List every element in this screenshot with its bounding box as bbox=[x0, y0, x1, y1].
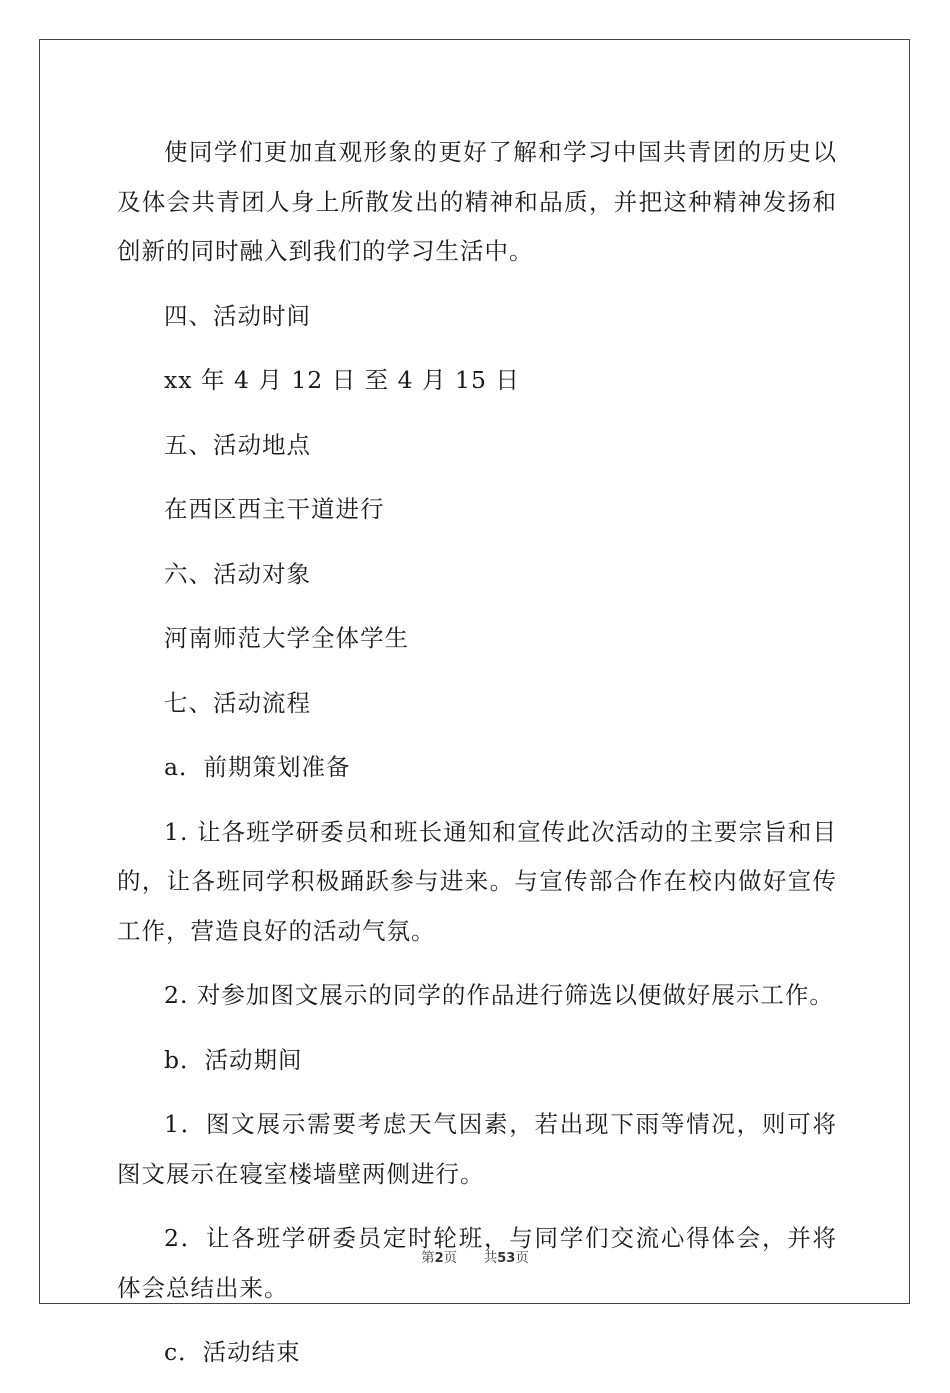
paragraph-intro: 使同学们更加直观形象的更好了解和学习中国共青团的历史以及体会共青团人身上所散发出的精神和品质，并把这种精神发扬和创新的同时融入到我们的学习生活中。 bbox=[117, 138, 837, 265]
subheading-preparation: a．前期策划准备 bbox=[164, 753, 351, 781]
heading-activity-time: 四、活动时间 bbox=[164, 301, 311, 330]
subheading-during: b．活动期间 bbox=[164, 1045, 303, 1074]
activity-time-value: xx 年 4 月 12 日 至 4 月 15 日 bbox=[164, 366, 520, 394]
page-footer bbox=[0, 1246, 950, 1266]
footer-total-prefix: 共 bbox=[483, 1250, 498, 1266]
activity-location-value: 在西区西主干道进行 bbox=[164, 495, 385, 523]
activity-target-value: 河南师范大学全体学生 bbox=[164, 624, 409, 652]
subheading-end: c．活动结束 bbox=[164, 1338, 301, 1366]
footer-total-pages: 53 bbox=[497, 1251, 516, 1266]
list-item-during-1: 1．图文展示需要考虑天气因素，若出现下雨等情况，则可将图文展示在寝室楼墙壁两侧进行。 bbox=[117, 1110, 837, 1188]
heading-activity-target: 六、活动对象 bbox=[164, 559, 311, 588]
heading-activity-process: 七、活动流程 bbox=[164, 688, 311, 717]
document-body bbox=[117, 128, 837, 1393]
list-item-during-2: 2．让各班学研委员定时轮班，与同学们交流心得体会，并将体会总结出来。 bbox=[117, 1224, 837, 1302]
footer-page-suffix: 页 bbox=[443, 1250, 458, 1266]
heading-activity-location: 五、活动地点 bbox=[164, 430, 311, 459]
list-item-prep-2: 2. 对参加图文展示的同学的作品进行筛选以便做好展示工作。 bbox=[164, 981, 834, 1009]
list-item-prep-1: 1. 让各班学研委员和班长通知和宣传此次活动的主要宗旨和目的，让各班同学积极踊跃参与进来。与宣传部合作在校内做好宣传工作，营造良好的活动气氛。 bbox=[117, 817, 837, 945]
footer-page-number: 2 bbox=[434, 1251, 444, 1266]
footer-page-prefix: 第 bbox=[421, 1250, 435, 1266]
footer-total-suffix: 页 bbox=[515, 1250, 529, 1266]
